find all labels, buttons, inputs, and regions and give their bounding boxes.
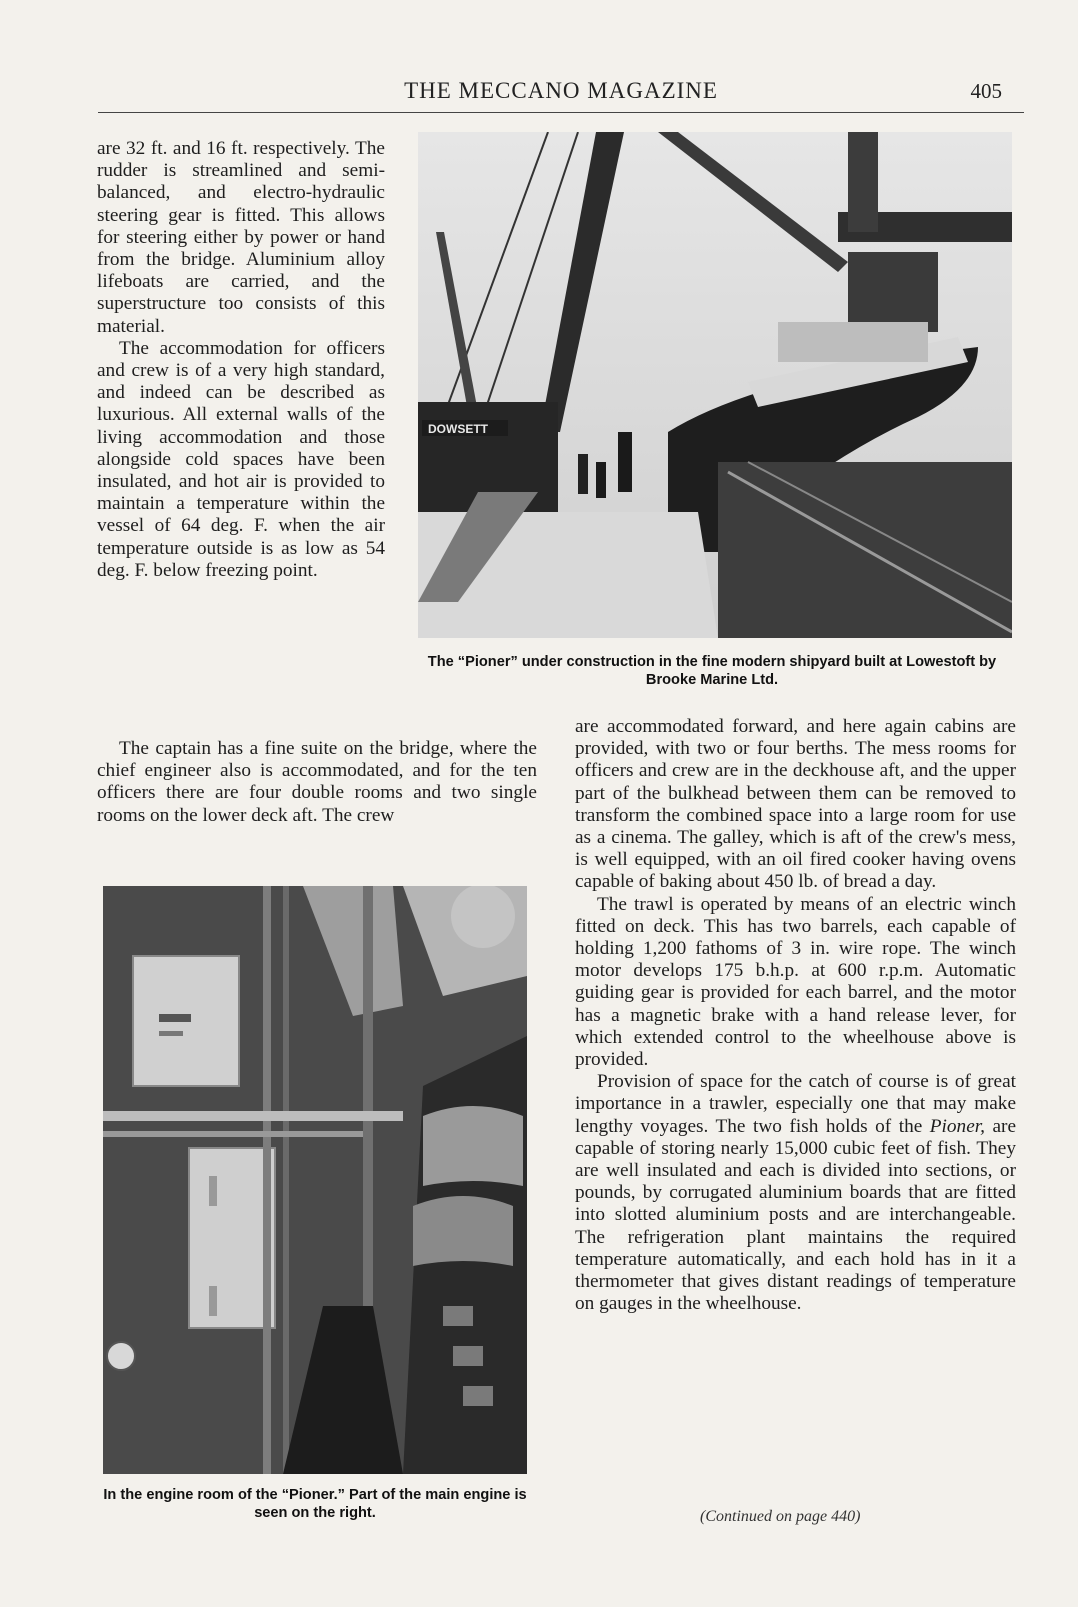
- page-header: [98, 76, 1024, 113]
- magazine-title: THE MECCANO MAGAZINE: [404, 78, 718, 103]
- continued-note: (Continued on page 440): [700, 1508, 861, 1525]
- paragraph-rudder: are 32 ft. and 16 ft. respectively. The rudder is streamlined and semi-balanced, and electro-hydraulic steering gear is fitted. This allows for steering either by power or hand from the bridge. Aluminium alloy lifeboats are carried, and the superstructure too consists of this material.: [97, 138, 385, 337]
- paragraph-catch: [575, 1071, 1016, 1315]
- paragraph-captain: The captain has a fine suite on the bridge, where the chief engineer also is accommodated, and for the ten officers there are four double rooms and two single rooms on the lower deck aft. The crew: [97, 738, 537, 826]
- shipyard-photo: [418, 132, 1012, 638]
- left-column-upper: [97, 138, 385, 582]
- catch-text-after: are capable of storing nearly 15,000 cubic feet of fish. They are well insulated and each is divided into sections, or pounds, by corrugated aluminium boards that are fitted into slotted aluminium posts and are interchangeable. The refrigeration plant maintains the required temperature automatically, and each hold has in it a thermometer that gives distant readings of temperature on gauges in the wheelhouse.: [575, 1115, 1016, 1315]
- shipyard-illustration: [418, 132, 1012, 638]
- paragraph-trawl: The trawl is operated by means of an electric winch fitted on deck. This has two barrels, each capable of holding 1,200 fathoms of 3 in. wire rope. The winch motor develops 175 b.h.p. at 600 r.p.m. Automatic guiding gear is provided for each barrel, and the motor has a magnetic brake with a hand release lever, for which extended control to the wheelhouse above is provided.: [575, 893, 1016, 1071]
- paragraph-crew: are accommodated forward, and here again cabins are provided, with two or four berths. The mess rooms for officers and crew are in the deckhouse aft, and the upper part of the bulkhead between them can be removed to transform the combined space into a large room for use as a cinema. The galley, which is aft of the crew's mess, is well equipped, with an oil fired cooker having ovens capable of baking about 450 lb. of bread a day.: [575, 716, 1016, 893]
- ship-name-italic: Pioner,: [929, 1115, 985, 1137]
- engine-room-caption: In the engine room of the “Pioner.” Part of the main engine is seen on the right.: [103, 1487, 527, 1521]
- crane-label: DOWSETT: [428, 422, 488, 436]
- page-number: 405: [970, 79, 1002, 103]
- engine-room-illustration: [103, 886, 527, 1474]
- right-column: [575, 716, 1016, 1315]
- engine-room-photo: [103, 886, 527, 1474]
- paragraph-accommodation: The accommodation for officers and crew is of a very high standard, and indeed can be described as luxurious. All external walls of the living accommodation and those alongside cold spaces have been insulated, and hot air is provided to maintain a temperature within the vessel of 64 deg. F. when the air temperature outside is as low as 54 deg. F. below freezing point.: [97, 337, 385, 581]
- catch-text-before: Provision of space for the catch of course is of great importance in a trawler, especially one that may make lengthy voyages. The two fish holds of the: [575, 1071, 1016, 1137]
- shipyard-caption: The “Pioner” under construction in the fine modern shipyard built at Lowestoft by Brooke Marine Ltd.: [427, 654, 997, 688]
- left-column-lower: [97, 738, 537, 827]
